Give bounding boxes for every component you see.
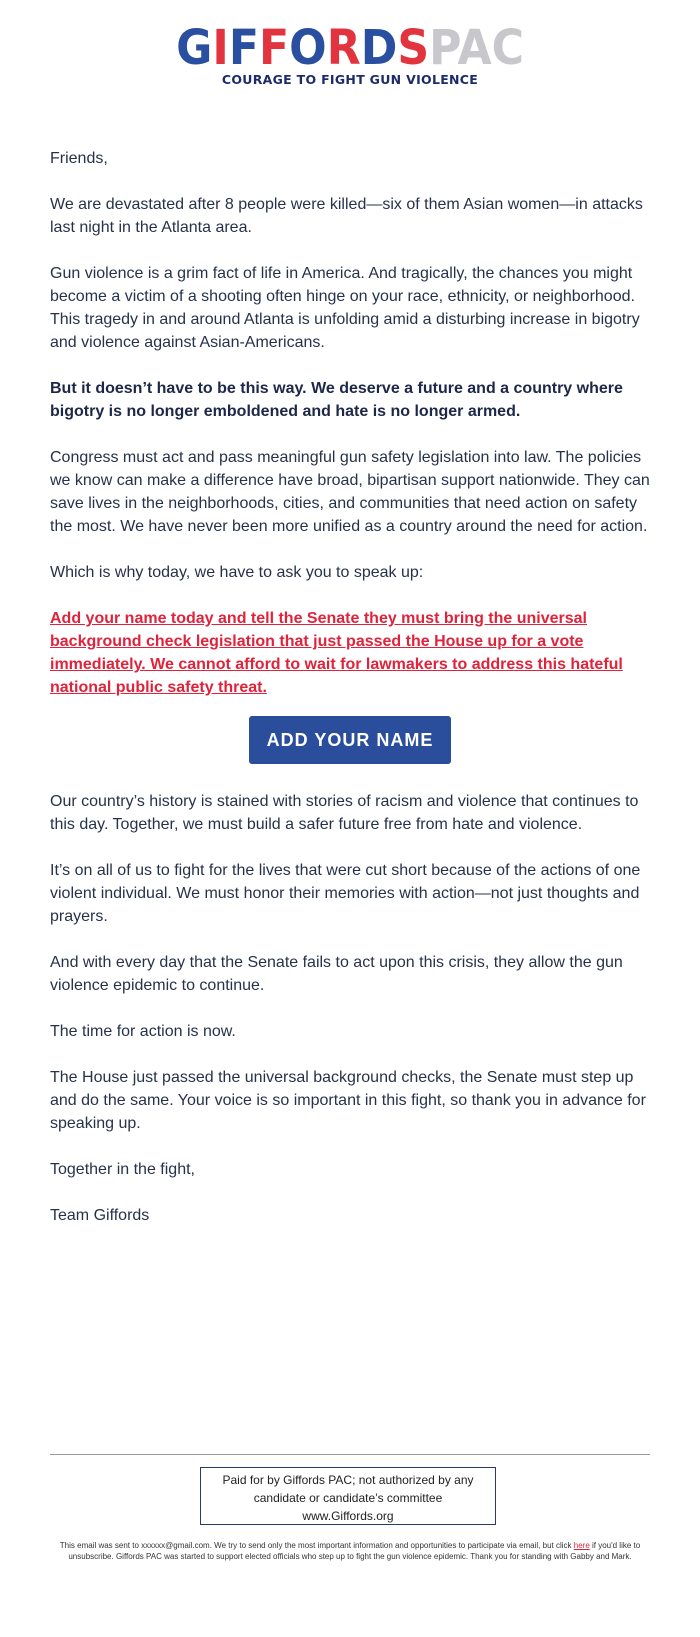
button-row (50, 716, 650, 764)
disclaimer-website: www.Giffords.org (302, 1509, 394, 1523)
paragraph: The House just passed the universal background checks, the Senate must step up and do the same. Your voice is so important in this fight, so thank you in advance for speaking up. (50, 1069, 646, 1132)
footer-divider (50, 1454, 650, 1455)
paid-for-disclaimer (200, 1467, 496, 1525)
paragraph: And with every day that the Senate fails to act upon this crisis, they allow the gun violence epidemic to continue. (50, 954, 623, 994)
paragraph: Gun violence is a grim fact of life in America. And tragically, the chances you might become a victim of a shooting often hinge on your race, ethnicity, or neighborhood. This tragedy in and around Atlanta is unfolding amid a disturbing increase in bigotry and violence against Asian-Americans. (50, 265, 640, 351)
unsubscribe-link[interactable]: here (573, 1541, 590, 1550)
logo-wordmark: GIFFORDSPAC (176, 20, 524, 76)
logo-tagline: COURAGE TO FIGHT GUN VIOLENCE (221, 72, 479, 87)
add-your-name-button[interactable]: ADD YOUR NAME (249, 716, 451, 764)
add-name-link[interactable]: Add your name today and tell the Senate they must bring the universal background check legislation that just passed the House up for a vote immediately. We cannot afford to wait for lawmakers to address this hateful national public safety threat. (50, 610, 623, 696)
footer-text: This email was sent to xxxxxx@gmail.com. We try to send only the most important information and opportunities to participate via email, but click here if you'd like to unsubscribe. Giffords PAC was started to support elected officials who step up to fight the gun violence epidemic. Thank you for standing with Gabby and Mark. (59, 1541, 641, 1561)
paragraph: Our country’s history is stained with stories of racism and violence that continues to this day. Together, we must build a safer future free from hate and violence. (50, 793, 639, 833)
bold-paragraph: But it doesn’t have to be this way. We deserve a future and a country where bigotry is no longer emboldened and hate is no longer armed. (50, 380, 623, 420)
paragraph: We are devastated after 8 people were killed—six of them Asian women—in attacks last night in the Atlanta area. (50, 196, 643, 236)
paragraph: The time for action is now. (50, 1023, 236, 1040)
disclaimer-line: candidate or candidate’s committee (253, 1491, 443, 1505)
signature: Team Giffords (50, 1207, 150, 1224)
paragraph: Which is why today, we have to ask you to speak up: (50, 564, 424, 581)
giffords-pac-logo[interactable] (0, 22, 700, 87)
paragraph: It’s on all of us to fight for the lives that were cut short because of the actions of one violent individual. We must honor their memories with action—not just thoughts and prayers. (50, 862, 641, 925)
email-body (50, 147, 650, 1250)
greeting: Friends, (50, 150, 108, 167)
signoff: Together in the fight, (50, 1161, 195, 1178)
disclaimer-line: Paid for by Giffords PAC; not authorized by any (222, 1473, 474, 1487)
paragraph: Congress must act and pass meaningful gun safety legislation into law. The policies we know can make a difference have broad, bipartisan support nationwide. They can save lives in the neighborhoods, cities, and communities that need action on safety the most. We have never been more unified as a country around the need for action. (50, 449, 650, 535)
